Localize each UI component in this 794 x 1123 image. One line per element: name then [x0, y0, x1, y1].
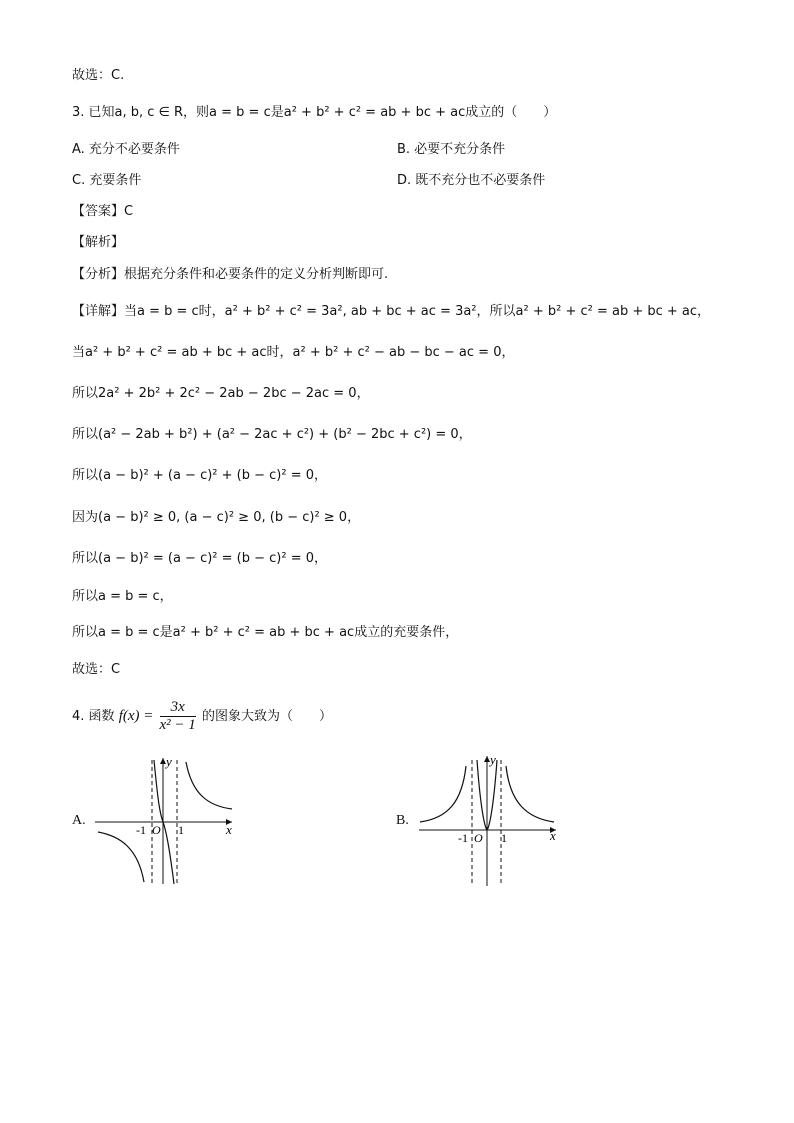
graph-a-right-branch	[186, 762, 232, 809]
graph-a-x-label: x	[226, 822, 232, 837]
graph-a	[90, 752, 250, 892]
q4-fraction-denominator: x² − 1	[159, 717, 196, 733]
graph-a-tick-neg: -1	[136, 823, 146, 837]
graph-a-label: A.	[72, 813, 86, 828]
graph-b-y-label: y	[490, 752, 496, 767]
q3-option-a: A. 充分不必要条件	[72, 142, 180, 157]
q3-option-b: B. 必要不充分条件	[397, 142, 506, 157]
detail-line-8: 所以a = b = c，	[72, 589, 173, 604]
graph-a-tick-pos: 1	[178, 823, 184, 837]
graph-b-left-branch	[420, 766, 466, 822]
detail-line-9: 所以a = b = c是a² + b² + c² = ab + bc + ac成立的充要条件，	[72, 625, 459, 640]
answer-line: 【答案】C	[72, 204, 134, 219]
question-3-stem: 3. 已知a, b, c ∈ R，则a = b = c是a² + b² + c² = ab + bc + ac成立的（ ）	[72, 105, 557, 120]
analysis-summary: 【分析】根据充分条件和必要条件的定义分析判断即可.	[72, 267, 389, 282]
graph-b-right-branch	[506, 766, 554, 822]
q4-suffix: 的图象大致为（ ）	[201, 709, 332, 724]
detail-line-5: 所以(a − b)² + (a − c)² + (b − c)² = 0，	[72, 468, 328, 483]
q4-function-name: f(x) =	[118, 708, 154, 724]
q3-option-d: D. 既不充分也不必要条件	[397, 173, 546, 188]
line-choose-c-prev: 故选：C.	[72, 68, 125, 83]
question-4-stem	[72, 697, 332, 736]
graph-b-x-label: x	[550, 828, 556, 843]
q4-fraction	[160, 699, 196, 734]
detail-line-3: 所以2a² + 2b² + 2c² − 2ab − 2bc − 2ac = 0，	[72, 386, 370, 401]
q3-option-c: C. 充要条件	[72, 173, 142, 188]
graph-a-origin: O	[152, 823, 161, 837]
analysis-heading: 【解析】	[72, 235, 125, 250]
graph-b-origin: O	[474, 831, 483, 845]
graph-b-tick-pos: 1	[501, 831, 507, 845]
graph-b-label: B.	[396, 813, 409, 828]
detail-line-2: 当a² + b² + c² = ab + bc + ac时，a² + b² + c² − ab − bc − ac = 0，	[72, 345, 515, 360]
graph-a-y-label: y	[166, 754, 172, 769]
q4-fraction-numerator: 3x	[160, 699, 196, 717]
detail-line-7: 所以(a − b)² = (a − c)² = (b − c)² = 0，	[72, 551, 328, 566]
graph-a-left-branch	[98, 832, 144, 882]
graph-b	[414, 752, 574, 892]
detail-line-1: 【详解】当a = b = c时，a² + b² + c² = 3a², ab + bc + ac = 3a²，所以a² + b² + c² = ab + bc + ac，	[72, 304, 711, 319]
q4-prefix: 4. 函数	[72, 709, 115, 724]
detail-line-6: 因为(a − b)² ≥ 0, (a − c)² ≥ 0, (b − c)² ≥ 0，	[72, 510, 361, 525]
detail-line-4: 所以(a² − 2ab + b²) + (a² − 2ac + c²) + (b² − 2bc + c²) = 0，	[72, 427, 472, 442]
graph-b-tick-neg: -1	[458, 831, 468, 845]
choose-c-line: 故选：C	[72, 662, 121, 677]
